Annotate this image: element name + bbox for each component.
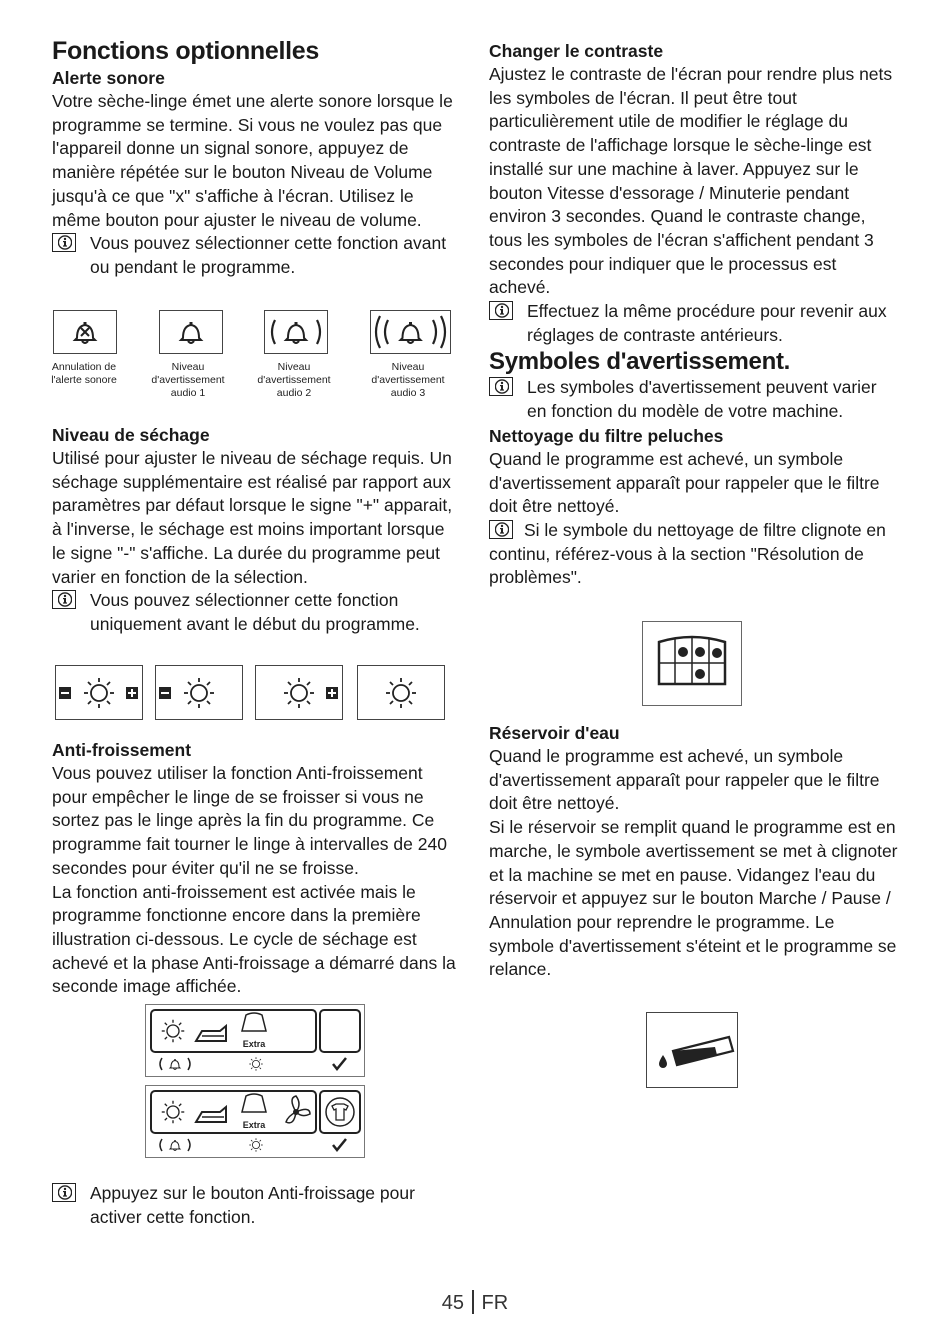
note-sound-alert: Vous pouvez sélectionner cette fonction avant ou pendant le programme. (52, 232, 460, 279)
note-warning-symbols: Les symboles d'avertissement peuvent varier en fonction du modèle de votre machine. (489, 376, 899, 423)
page-number: 45 (441, 1292, 465, 1314)
display-extra-label: Extra (242, 1039, 266, 1049)
right-column (489, 39, 899, 590)
heading-lint-filter: Nettoyage du filtre peluches (489, 425, 724, 446)
display-illustration-2 (145, 1085, 365, 1158)
filter-cleaning-icon (642, 621, 742, 706)
info-icon (489, 301, 513, 320)
section-title-optional-functions: Fonctions optionnelles (52, 37, 320, 65)
text-drying-level: Utilisé pour ajuster le niveau de séchage requis. Un séchage supplémentaire est réalisé par rapport aux paramètres par défaut lorsque le signe "+" apparait, à l'inverse, le séchage est moins important lorsque le signe "-" s'affiche. La durée du programme peut varier en fonction de la sélection. (52, 448, 453, 587)
bell-level3-icon (370, 310, 451, 354)
info-icon (489, 377, 513, 396)
drying-level-minus-plus-icon (55, 665, 143, 720)
text-anti-crease-2: La fonction anti-froissement est activée mais le programme fonctionne encore dans la première illustration ci-dessous. Le cycle de séchage est achevé et la phase Anti-froissage a démarré dans la seconde image affichée. (52, 881, 456, 997)
note-contrast: Effectuez la même procédure pour revenir aux réglages de contraste antérieurs. (489, 300, 899, 347)
note-anti-crease: Appuyez sur le bouton Anti-froissage pour activer cette fonction. (52, 1182, 460, 1229)
info-icon (52, 233, 76, 252)
heading-contrast: Changer le contraste (489, 41, 664, 61)
bell-level2-icon (264, 310, 328, 354)
drying-level-plus-icon (255, 665, 343, 720)
heading-drying-level: Niveau de séchage (52, 425, 210, 445)
bell-muted-icon (53, 310, 117, 354)
heading-water-tank: Réservoir d'eau (489, 723, 620, 743)
text-contrast: Ajustez le contraste de l'écran pour rendre plus nets les symboles de l'écran. Il peut être tout particulièrement utile de modifier le réglage du contraste de l'affichage lorsque le sèche-linge est installé sur une machine à laver. Appuyez sur le bouton Vitesse d'essorage / Minuterie pendant environ 3 secondes. Quand le contraste change, tous les symboles de l'écran s'affichent pendant 3 secondes pour indiquer que le processus est achevé. (489, 64, 893, 298)
heading-anti-crease: Anti-froissement (52, 740, 192, 760)
info-icon (52, 1183, 76, 1202)
display-illustration-1 (145, 1004, 365, 1077)
caption-level2: Niveau d'avertissement audio 2 (257, 361, 331, 399)
water-tank-icon (646, 1012, 738, 1088)
drying-level-default-icon (357, 665, 445, 720)
left-column (52, 36, 460, 280)
info-icon (52, 590, 76, 609)
heading-sound-alert: Alerte sonore (52, 68, 165, 88)
drying-level-minus-icon (155, 665, 243, 720)
text-lint-filter: Quand le programme est achevé, un symbole d'avertissement apparaît pour rappeler que le filtre doit être nettoyé. (489, 448, 880, 517)
bell-level1-icon (159, 310, 223, 354)
anti-crease-section (52, 738, 460, 999)
water-tank-section (489, 721, 899, 982)
note-lint-filter: Si le symbole du nettoyage de filtre clignote en continu, référez-vous à la section "Résolution de problèmes". (489, 519, 886, 588)
note-drying-level: Vous pouvez sélectionner cette fonction uniquement avant le début du programme. (52, 589, 460, 636)
caption-level1: Niveau d'avertissement audio 1 (151, 361, 225, 399)
page-language: FR (481, 1292, 509, 1314)
section-title-warning-symbols: Symboles d'avertissement. (489, 348, 791, 376)
footer-divider (472, 1290, 474, 1314)
info-icon (489, 520, 513, 539)
display-extra-label: Extra (242, 1120, 266, 1130)
text-anti-crease-1: Vous pouvez utiliser la fonction Anti-froissement pour empêcher le linge de se froisser si vous ne sortez pas le linge après la fin du programme. Ce programme fait tourner le linge à intervalles de 240 secondes pour éviter qu'il ne se froisse. (52, 763, 447, 878)
drying-section (52, 423, 460, 637)
text-sound-alert: Votre sèche-linge émet une alerte sonore lorsque le programme se termine. Si vous ne voulez pas que l'appareil donne un signal sonore, appuyez de manière répétée sur le bouton Niveau de Volume jusqu'à ce que "x" s'affiche à l'écran. Utilisez le même bouton pour ajuster le niveau de volume. (52, 91, 453, 230)
caption-level3: Niveau d'avertissement audio 3 (371, 361, 445, 399)
text-water-tank-1: Quand le programme est achevé, un symbole d'avertissement apparaît pour rappeler que le filtre doit être nettoyé. (489, 746, 880, 814)
text-water-tank-2: Si le réservoir se remplit quand le programme est en marche, le symbole avertissement se met à clignoter et la machine se met en pause. Vidangez l'eau du réservoir et appuyez sur le bouton Marche / Pause / Annulation pour reprendre le programme. Le symbole d'avertissement s'éteint et le programme se relance. (489, 817, 898, 980)
page-footer (0, 1290, 950, 1315)
caption-alert-off: Annulation de l'alerte sonore (51, 361, 117, 386)
